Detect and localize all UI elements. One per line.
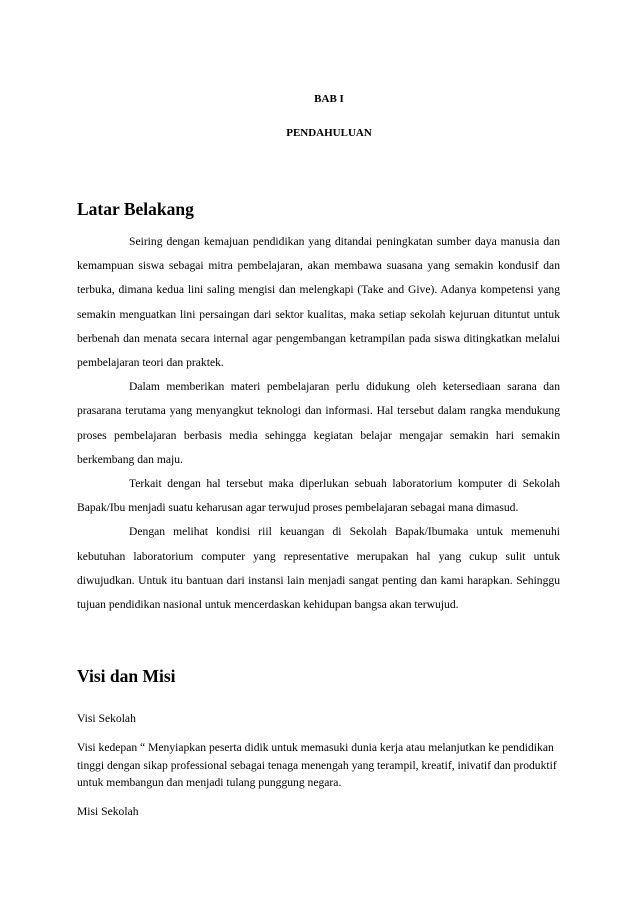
chapter-title: PENDAHULUAN	[286, 127, 372, 139]
misi-label: Misi Sekolah	[77, 805, 139, 818]
section-heading-latar-belakang: Latar Belakang	[77, 199, 194, 219]
paragraph: Terkait dengan hal tersebut maka diperlukan sebuah laboratorium komputer di Sekolah Bapak/Ibu menjadi suatu keharusan agar terwujud proses pembelajaran sebagai mana dimasud.	[77, 477, 560, 515]
latar-belakang-body	[77, 230, 560, 617]
paragraph: Dalam memberikan materi pembelajaran perlu didukung oleh ketersediaan sarana dan prasarana terutama yang menyangkut teknologi dan informasi. Hal tersebut dalam rangka mendukung proses pembelajaran berbasis media sehingga kegiatan belajar mengajar semakin hari semakin berkembang dan maju.	[77, 380, 560, 466]
section-heading-visi-misi: Visi dan Misi	[77, 666, 176, 686]
visi-text: Visi kedepan “ Menyiapkan peserta didik untuk memasuki dunia kerja atau melanjutkan ke pendidikan tinggi dengan sikap professional sebagai tenaga menengah yang terampil, kreatif, inivatif dan produktif untuk membangun dan menjadi tulang punggung negara.	[77, 741, 557, 789]
paragraph: Dengan melihat kondisi riil keuangan di Sekolah Bapak/Ibumaka untuk memenuhi kebutuhan laboratorium computer yang representative merupakan hal yang cukup sulit untuk diwujudkan. Untuk itu bantuan dari instansi lain menjadi sangat penting dan kami harapkan. Sehinggu tujuan pendidikan nasional untuk mencerdaskan kehidupan bangsa akan terwujud.	[77, 525, 560, 612]
visi-label: Visi Sekolah	[77, 712, 136, 725]
chapter-label: BAB I	[314, 93, 344, 105]
paragraph: Seiring dengan kemajuan pendidikan yang ditandai peningkatan sumber daya manusia dan kemampuan siswa sebagai mitra pembelajaran, akan membawa suasana yang semakin kondusif dan terbuka, dimana kedua lini saling mengisi dan melengkapi (Take and Give). Adanya kompetensi yang semakin menguatkan lini persaingan dari sektor kualitas, maka setiap sekolah kejuruan dituntut untuk berbenah dan menata secara internal agar pengembangan ketrampilan pada siswa ditingkatkan melalui pembelajaran teori dan praktek.	[77, 235, 560, 370]
